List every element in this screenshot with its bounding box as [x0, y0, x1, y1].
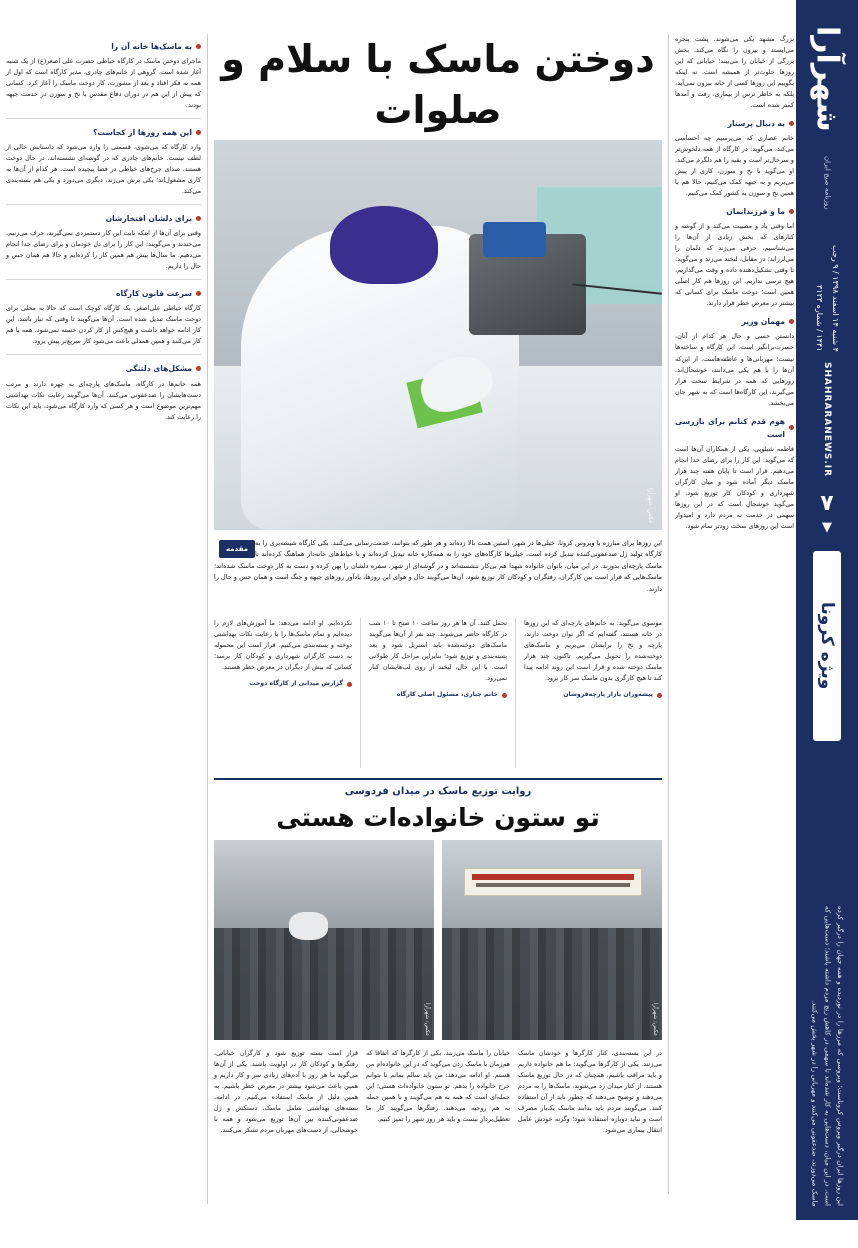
photo-shape-banner-text: [476, 883, 631, 888]
tri-caption-label: خانم جباری، مسئول اصلی کارگاه: [396, 691, 498, 699]
kicker-left-2: [6, 212, 201, 225]
second-article-overline: روایت توزیع ماسک در میدان فردوسی: [344, 786, 532, 797]
right-section-text-2: دانستن حسی و حال هر کدام از آنان، حسرت‌برانگیز است. این کارگاه و ساخته‌ها نیست؛ مهربانی‌ها و عاطفه‌هاست. از این‌که آن‌ها را با هم یکی می‌دانند، خوشحال‌اند. روزهایی که همه در شرایط سخت قرار می‌گیرند، این کارگاه‌ها است که به شهر جان می‌بخشد.: [675, 332, 794, 407]
three-column-block: [214, 618, 662, 768]
kicker-left-0: [6, 40, 201, 53]
tri-caption-1: [369, 690, 507, 701]
masthead-date: ۴ شنبه ۱۴ اسفند ۱۳۹۸ / ۹ رجب ۱۴۴۱ / شماره ۳۱۲۳: [815, 244, 840, 352]
tri-text-2: نکرده‌ایم. او ادامه می‌دهد: ما آموزش‌های لازم را دیده‌ایم و تمام ماسک‌ها را با رعایت نکات بهداشتی دوخته و بسته‌بندی می‌کنیم. قرار است این محموله به دست کارگران شهرداری و کودکان کار برسد؛ کسانی که بیش از دیگران در معرض خطر هستند.: [214, 619, 352, 672]
photo-shape-face-mask: [289, 912, 329, 940]
kicker-label: به دنبال پرستار: [727, 119, 785, 129]
lead-badge: مقدمه: [219, 540, 255, 558]
kicker-right-0: [675, 117, 794, 130]
masthead-rail: [796, 0, 858, 1220]
newspaper-logo: شهرآرا: [809, 26, 845, 132]
main-headline: دوختن ماسک با سلام و صلوات: [221, 37, 655, 133]
second-article-title: تو ستون خانواده‌ات هستی: [276, 803, 600, 832]
photo-shape-machine-top: [483, 222, 546, 257]
kicker-label: برای دلشان افتخارشان: [105, 214, 192, 224]
kicker-label: ما و فرزندانمان: [726, 207, 785, 217]
bullet-icon: [789, 425, 794, 430]
article2-text-0: در این بسته‌بندی، کنار کارگرها و خودشان ماسک می‌زنند. یکی از کارگرها می‌گوید: ما هم خانواده داریم و باید مراقب باشیم. همچنان که در حال توزیع ماسک هستند، از کنار میدان رد می‌شوند. ماسک‌ها را به مردم می‌دهند و توضیح می‌دهند که چطور باید از آن استفاده کنند. می‌گویند مردم باید بدانند ماسک یک‌بار مصرف است و نباید دوباره استفاده شود؛ وگرنه خودش عامل انتقال بیماری می‌شود.: [518, 1049, 662, 1135]
left-section-text-4: همه خانم‌ها در کارگاه، ماسک‌های پارچه‌ای به چهره دارند و مرتب دست‌هایشان را ضدعفونی می‌کنند. آن‌ها می‌گویند رعایت نکات بهداشتی مهم‌ترین موضوع است و هر کسی که وارد کارگاه می‌شود، باید این نکات را رعایت کند.: [6, 379, 201, 421]
right-section-text-1: اما وقتی یاد و مصیبت می‌کند و از گوشه و کنارهای که بخش زیادی از آن‌ها را می‌شناسیم، حرفی می‌زند که دلمان را می‌لرزاند؛ در مقابل، لبخند می‌زند و می‌گوید: تا وقتی تشکیل‌دهنده داده و وقت می‌گذاریم، هیچ ترسی نداریم. این روزها هم کار اصلی همین است؛ دوخت ماسک برای کسانی که بیشتر در معرض خطر قرار دارند.: [675, 222, 794, 308]
masthead-subtitle: روزنامه صبح ایران: [823, 156, 832, 210]
kicker-right-3: [675, 415, 794, 441]
bullet-icon: [196, 366, 201, 371]
masthead-website: SHAHRARANEWS.IR: [822, 361, 832, 477]
kicker-left-4: [6, 362, 201, 375]
tri-caption-2: [214, 679, 352, 690]
bullet-icon: [196, 130, 201, 135]
photo-shape-crowd: [442, 928, 662, 1040]
kicker-right-1: [675, 205, 794, 218]
horizontal-rule: [214, 778, 662, 780]
divider: [6, 204, 201, 205]
article2-text-1: خیابان را ماسک می‌زنند. یکی از کارگرها که اتفاقا که هم‌زمان با ماسک زدن می‌گوید که در این خانواده‌ام من هستم. او ادامه می‌دهد: من باید سالم بمانم تا بتوانم خرج خانواده را بدهم. تو ستون خانواده‌ات هستی؛ این جمله‌ای است که همه به هم می‌گویند و با همین جمله به هم روحیه می‌دهند. رفتگرها می‌گویند کار ما تعطیل‌بردار نیست و باید هر روز شهر را تمیز کنیم.: [366, 1049, 510, 1124]
bullet-icon: [502, 693, 507, 698]
photo-street: [214, 840, 434, 1040]
article2-column-0: [518, 1048, 662, 1248]
kicker-right-2: [675, 315, 794, 328]
second-article-photos: [214, 840, 662, 1040]
photo-caption-2: عکس: شهرآرا: [424, 1002, 430, 1036]
article2-column-2: [214, 1048, 358, 1248]
kicker-label: به ماسک‌ها خانه آن را: [111, 42, 192, 51]
article2-text-2: قرار است بسته توزیع شود و کارگران خیابانی، رفتگرها و کودکان کار در اولویت باشند. یکی از آن‌ها می‌گوید ما هر روز با آدم‌های زیادی سر و کار داریم و همین باعث می‌شود بیشتر در معرض خطر باشیم. به همین دلیل از ماسک استفاده می‌کنیم. در ادامه، بسته‌های بهداشتی شامل ماسک، دستکش و ژل ضدعفونی‌کننده بین آن‌ها توزیع می‌شود و همه با خوشحالی، از دست‌های مهربان مردم تشکر می‌کنند.: [214, 1049, 358, 1135]
second-article-columns: [214, 1048, 662, 1248]
bullet-icon: [789, 209, 794, 214]
second-article: [214, 778, 662, 1248]
column-divider: [360, 618, 361, 768]
arrow-down-icon: ▼: [822, 519, 832, 535]
right-column-intro: بزرگ مشهد یکی می‌شوند. پشت پنجره می‌ایستد و بیرون را نگاه می‌کند. بخش بزرگی از خیابان را می‌بیند؛ خیابانی که این روزها خلوت‌تر از همیشه است. نه اینکه بگوییم این روزها کسی از خانه بیرون نمی‌آید، بلکه به خاطر ترس از بیماری، رفت و آمدها کمتر شده است.: [675, 35, 794, 110]
hero-photo: [214, 140, 662, 530]
left-section-text-3: کارگاه خیاطی علی‌اصغر، یک کارگاه کوچک است که حالا به محلی برای دوخت ماسک تبدیل شده است. آن‌ها می‌گویند تا وقتی که نیاز باشد، این کار ادامه خواهد داشت و هیچ‌کس از کار کردن خسته نمی‌شود. همه با هم کار می‌کنند و همین همدلی باعث می‌شود کار سریع‌تر پیش برود.: [6, 304, 201, 346]
bullet-icon: [347, 682, 352, 687]
lead-paragraph: این روزها برای مبارزه با ویروس کرونا، خیلی‌ها در شهر، آستین همت بالا زده‌اند و هر طور که بتوانند، خدمت‌رسانی می‌کنند. یکی کارگاه شیشه‌بری را به کارگاه تولید ژل ضدعفونی‌کننده تبدیل کرده است، خیلی‌ها کارگاه‌های خود را به همه‌کاره خانه تبدیل کرده‌اند و با خیاط‌های خانه‌دار هماهنگ کرده‌اند تا ماسک پارچه‌ای بدوزند. در این میان، بانوان خانواده شهدا هم بی‌کار ننشسته‌اند و در گوشه‌ای از شهر، سفره دلشان را پهن کرده و دست به کار دوخت ماسک شده‌اند؛ ماسک‌هایی که قرار است بین کارگران، رفتگران و کودکان کار توزیع شود. آن‌ها می‌گویند حال و هوای این روزها، یادآور روزهای جبهه و جنگ است و همان حس و حال را دارند.: [214, 539, 662, 593]
tri-column-2: [214, 618, 352, 768]
lead-paragraph-block: [214, 538, 662, 595]
kicker-label: مهمان وزیر: [741, 317, 785, 327]
right-section-text-0: خانم عصاری که می‌پرسیم چه احساسی می‌کند، می‌گوید: در کارگاه از همه دلخوش‌تر و سرحال‌تر است و بقیه را هم دلگرم می‌کند. او می‌گوید با نخ و سوزن، کاری از پیش می‌بریم و به جبهه کمک می‌کنیم، حالا هم با همین نخ و سوزن به کشور کمک می‌کنیم.: [675, 134, 794, 198]
hero-photo-caption: عکس: شهرآرا: [647, 488, 654, 524]
photo-caption-1: عکس: شهرآرا: [652, 1002, 658, 1036]
divider: [6, 279, 201, 280]
photo-shape-banner-red: [472, 874, 634, 881]
left-column: [6, 34, 208, 1204]
tri-caption-label: پیشه‌وران بازار پارچه‌فروشان: [563, 691, 653, 699]
left-section-text-1: وارد کارگاه که می‌شوی، قسمتی را وارد می‌شود که داستانش خالی از لطف نیست. خانم‌های چادری که در گوشه‌ای نشسته‌اند، در حال دوخت هستند. صدای چرخ‌های خیاطی در فضا پیچیده است. هر کدام از آن‌ها به کاری مشغول‌اند؛ یکی برش می‌زند، دیگری می‌دوزد و یکی هم بسته‌بندی می‌کند.: [6, 143, 201, 196]
page-number: ۷: [820, 490, 834, 516]
left-section-text-2: وقتی برای آن‌ها از اینکه بابت این کار دستمزدی نمی‌گیرند، حرف می‌زنیم، می‌خندند و می‌گویند: این کار را برای دل خودمان و برای رضای خدا انجام می‌دهیم. ما سال‌ها پیش هم همین کار را کرده‌ایم و حالا هم همان حس و حال را داریم.: [6, 229, 201, 271]
kicker-label: هوم قدم کنانم برای بازرسی است: [675, 416, 785, 439]
masthead-footer-note: این روزها ایران درگیر ویروس کروناست؛ ویروسی که مرزها را در نوردیده و همه جهان را درگیر کرده است. در این میان، دست‌هایی به کار شده‌اند تا سهمی در کاهش رنج مردم داشته باشند؛ دست‌هایی که ماسک می‌دوزند، ضدعفونی می‌کنند و مهربانی را در شهر پخش می‌کنند.: [810, 906, 844, 1206]
tri-caption-0: [524, 690, 662, 701]
tri-text-1: تحمل کنند. آن ها هر روز ساعت ۱۰ صبح تا ۱۰ شب در کارگاه حاضر می‌شوند. چند نفر از آن‌ها می‌گویند ماسک‌های دوخته‌شده باید استریل شود و بعد بسته‌بندی و توزیع شود؛ بنابراین مراحل کار طولانی است. با این حال، لبخند از روی لب‌هایشان کنار نمی‌رود.: [369, 619, 507, 683]
photo-shape-shop-banner: [464, 868, 642, 896]
right-section-text-3: فاطمه شیلویی، یکی از همکاران آن‌ها است که می‌گوید: این کار را برای رضای خدا انجام می‌دهیم. قرار است تا پایان هفته چند هزار ماسک دیگر آماده شود و میان کارگران شهرداری و کودکان کار توزیع شود. او می‌گوید خوشحال است که در این روزها سهمی در خدمت به مردم دارد و امیدوار است این روزهای سخت زودتر تمام شود.: [675, 444, 794, 530]
kicker-left-3: [6, 287, 201, 300]
photo-market: [442, 840, 662, 1040]
left-section-text-0: ماجرای دوختن ماسک در کارگاه خیاطی حضرت علی اصغر(ع) از یک شنبه آغاز شده است. گروهی از خانم‌های چادری، مدیر کارگاه است که اول از همه به فکر افتاد و بعد از مشورت، کار دوخت ماسک را آغاز کرد. کسانی که پیش از این هم در دوران دفاع مقدس با نخ و سوزن در خدمت جبهه بودند.: [6, 57, 201, 110]
divider: [6, 118, 201, 119]
bullet-icon: [789, 121, 794, 126]
kicker-label: این همه روزها از کجاست؟: [92, 128, 192, 138]
article2-column-1: [366, 1048, 510, 1248]
photo-shape-hood: [330, 206, 438, 284]
bullet-icon: [657, 693, 662, 698]
bullet-icon: [196, 44, 201, 49]
bullet-icon: [789, 319, 794, 324]
bullet-icon: [196, 216, 201, 221]
tri-caption-label: گزارش میدانی از کارگاه دوخت: [249, 680, 343, 688]
column-divider: [515, 618, 516, 768]
tri-text-0: موسوی می‌گوید: به خانم‌های پارچه‌ای که این روزها در خانه هستند، گفته‌ایم که اگر توان دوخت دارند، پارچه و نخ را برایشان می‌بریم و ماسک‌های دوخته‌شده را تحویل می‌گیریم. تاکنون چند هزار ماسک دوخته شده و قرار است این روند ادامه پیدا کند تا هیچ کارگری بدون ماسک سر کار نرود.: [524, 619, 662, 683]
photo-shape-crowd: [214, 928, 434, 1040]
tri-column-1: [369, 618, 507, 768]
bullet-icon: [196, 291, 201, 296]
divider: [6, 354, 201, 355]
kicker-label: مشکل‌های دلتنگی: [125, 364, 192, 374]
tri-column-0: [524, 618, 662, 768]
kicker-left-1: [6, 126, 201, 139]
section-label: ویژه کرونا: [813, 551, 841, 741]
kicker-label: سرعت قانون کارگاه: [115, 289, 192, 299]
right-column: [668, 34, 794, 1194]
